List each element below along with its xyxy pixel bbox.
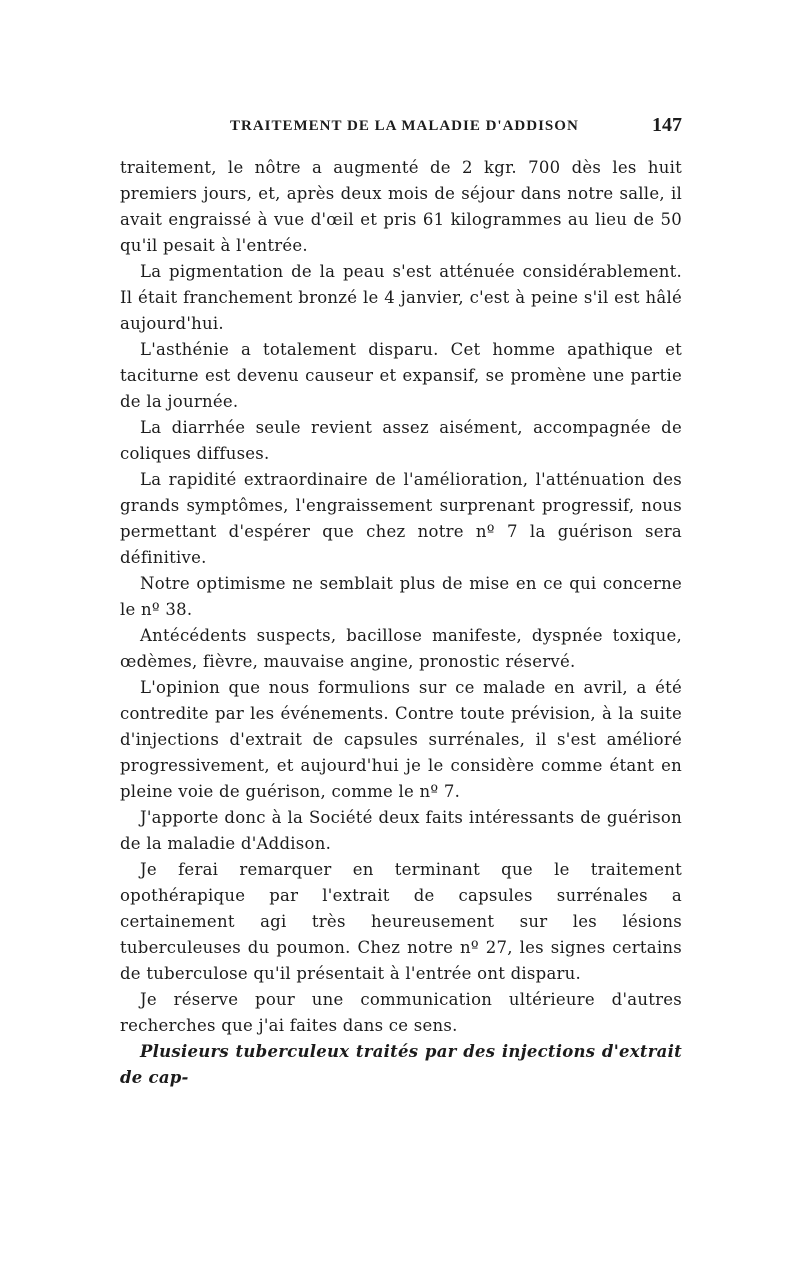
paragraph: Je ferai remarquer en terminant que le traitement opothérapique par l'extrait de capsules surrénales a certainement agi très heureusement sur les lésions tuberculeuses du poumon. Chez notre nº 27, les signes certains de tuberculose qu'il présentait à l'entrée ont disparu.	[120, 860, 682, 983]
paragraph: La rapidité extraordinaire de l'amélioration, l'atténuation des grands symptômes, l'engraissement surprenant progressif, nous permettant d'espérer que chez notre nº 7 la guérison sera définitive.	[120, 470, 682, 567]
section-heading: Plusieurs tuberculeux traités par des injections d'extrait de cap-	[120, 1042, 682, 1087]
paragraph: traitement, le nôtre a augmenté de 2 kgr. 700 dès les huit premiers jours, et, après deux mois de séjour dans notre salle, il avait engraissé à vue d'œil et pris 61 kilogrammes au lieu de 50 qu'il pesait à l'entrée.	[120, 158, 682, 255]
page-number: 147	[652, 114, 682, 136]
paragraph: J'apporte donc à la Société deux faits intéressants de guérison de la maladie d'Addison.	[120, 808, 682, 853]
paragraph: Antécédents suspects, bacillose manifeste, dyspnée toxique, œdèmes, fièvre, mauvaise angine, pronostic réservé.	[120, 626, 682, 671]
running-header	[120, 114, 682, 142]
paragraph: L'asthénie a totalement disparu. Cet homme apathique et taciturne est devenu causeur et expansif, se promène une partie de la journée.	[120, 340, 682, 411]
paragraph: Je réserve pour une communication ultérieure d'autres recherches que j'ai faites dans ce sens.	[120, 990, 682, 1035]
body-text	[120, 155, 682, 1091]
paragraph: Notre optimisme ne semblait plus de mise en ce qui concerne le nº 38.	[120, 574, 682, 619]
paragraph: L'opinion que nous formulions sur ce malade en avril, a été contredite par les événements. Contre toute prévision, à la suite d'injections d'extrait de capsules surrénales, il s'est amélioré progressivement, et aujourd'hui je le considère comme étant en pleine voie de guérison, comme le nº 7.	[120, 678, 682, 801]
paragraph: La pigmentation de la peau s'est atténuée considérablement. Il était franchement bronzé le 4 janvier, c'est à peine s'il est hâlé aujourd'hui.	[120, 262, 682, 333]
paragraph: La diarrhée seule revient assez aisément, accompagnée de coliques diffuses.	[120, 418, 682, 463]
running-title: TRAITEMENT DE LA MALADIE D'ADDISON	[230, 118, 579, 134]
